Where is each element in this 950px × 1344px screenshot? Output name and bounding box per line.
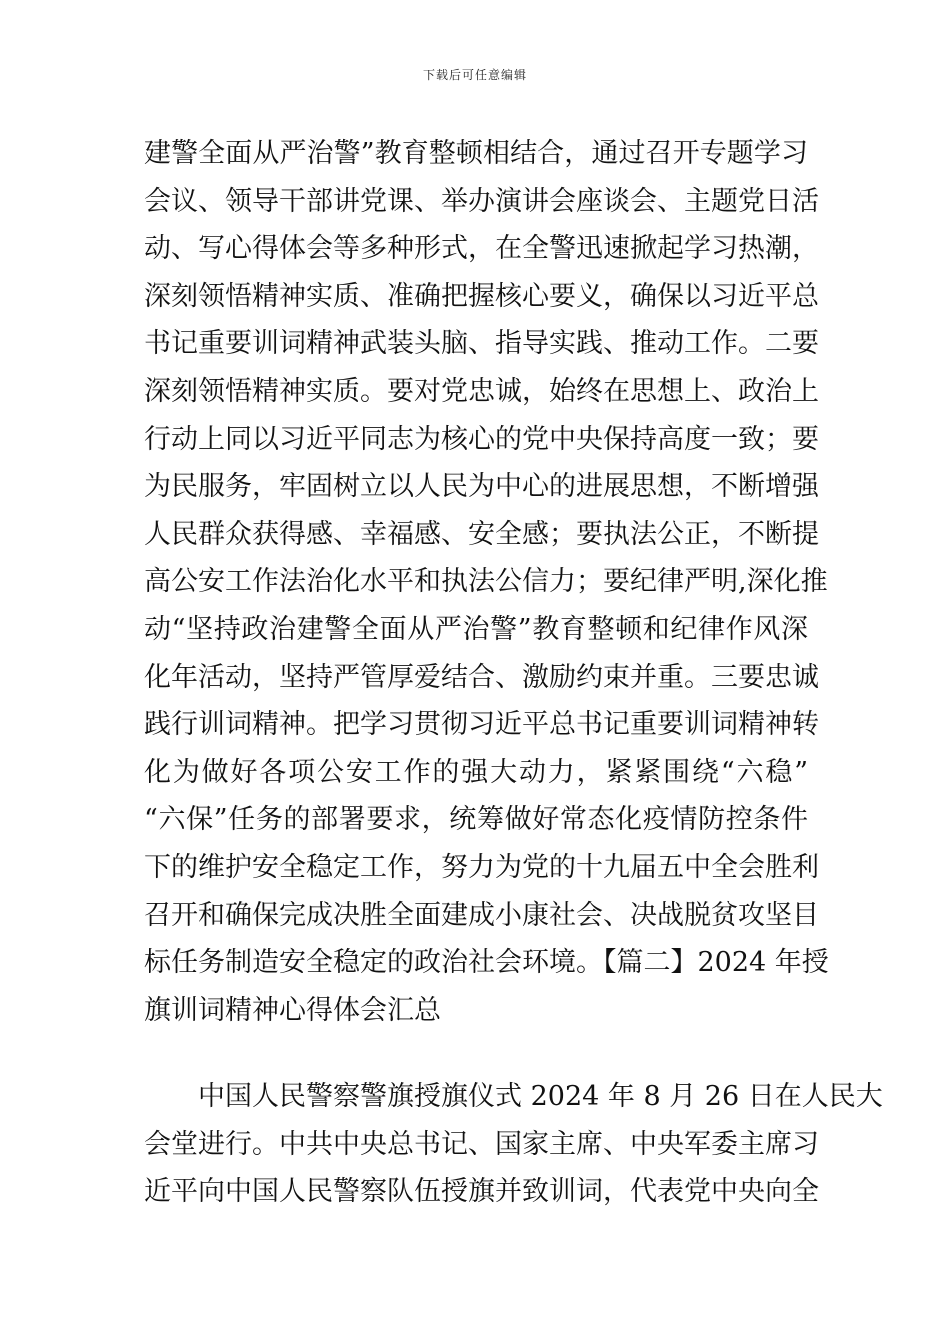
text-line: 化为做好各项公安工作的强大动力，紧紧围绕“六稳” xyxy=(144,756,808,788)
text-line: 标任务制造安全稳定的政治社会环境。【篇二】2024 年授 xyxy=(144,947,829,979)
text-line: 建警全面从严治警”教育整顿相结合，通过召开专题学习 xyxy=(144,138,808,169)
paragraph-2 xyxy=(144,1073,883,1216)
paragraph-1 xyxy=(144,130,829,1034)
text-line: 化年活动，坚持严管厚爱结合、激励约束并重。三要忠诚 xyxy=(144,661,819,693)
text-line: 动“坚持政治建警全面从严治警”教育整顿和纪律作风深 xyxy=(144,613,808,645)
text-line: 近平向中国人民警察队伍授旗并致训词，代表党中央向全 xyxy=(144,1176,819,1208)
text-line: 中国人民警察警旗授旗仪式 2024 年 8 月 26 日在人民大 xyxy=(198,1081,883,1112)
text-line: 深刻领悟精神实质。要对党忠诚，始终在思想上、政治上 xyxy=(144,375,819,407)
text-line: 为民服务，牢固树立以人民为中心的进展思想，不断增强 xyxy=(144,471,819,503)
text-line: “六保”任务的部署要求，统筹做好常态化疫情防控条件 xyxy=(144,804,808,836)
text-line: 深刻领悟精神实质、准确把握核心要义，确保以习近平总 xyxy=(144,280,819,312)
text-line: 会堂进行。中共中央总书记、国家主席、中央军委主席习 xyxy=(144,1128,819,1160)
text-line: 行动上同以习近平同志为核心的党中央保持高度一致；要 xyxy=(144,423,819,455)
page-header-note: 下载后可任意编辑 xyxy=(422,68,527,82)
text-line: 会议、领导干部讲党课、举办演讲会座谈会、主题党日活 xyxy=(144,185,819,217)
text-line: 书记重要训词精神武装头脑、指导实践、推动工作。二要 xyxy=(144,328,819,360)
text-line: 下的维护安全稳定工作，努力为党的十九届五中全会胜利 xyxy=(144,851,819,883)
text-line: 动、写心得体会等多种形式，在全警迅速掀起学习热潮， xyxy=(144,233,819,265)
text-line: 召开和确保完成决胜全面建成小康社会、决战脱贫攻坚目 xyxy=(144,899,819,931)
text-line: 高公安工作法治化水平和执法公信力；要纪律严明,深化推 xyxy=(144,566,828,598)
text-line: 践行训词精神。把学习贯彻习近平总书记重要训词精神转 xyxy=(144,709,819,741)
text-line: 人民群众获得感、幸福感、安全感；要执法公正，不断提 xyxy=(144,518,819,550)
text-line: 旗训词精神心得体会汇总 xyxy=(144,994,441,1026)
